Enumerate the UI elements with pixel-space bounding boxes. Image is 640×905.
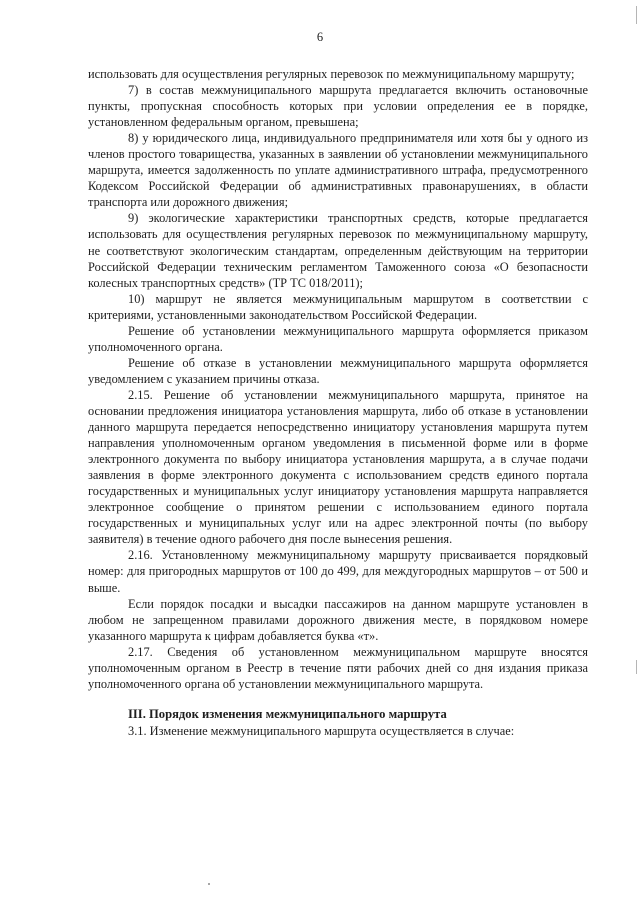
scan-dust-dot [208,883,210,885]
scan-edge-mark [636,6,637,24]
document-body [88,66,588,739]
section-first-line: 3.1. Изменение межмуниципального маршрута осуществляется в случае: [128,723,515,738]
paragraph: 10) маршрут не является межмуниципальным маршрутом в соответствии с критериями, установленными законодательством Российской Федерации. [88,291,588,322]
page-number: 6 [316,30,324,44]
paragraph: 2.16. Установленному межмуниципальному маршруту присваивается порядковый номер: для пригородных маршрутов от 100 до 499, для междугородных маршрутов – от 500 и выше. [88,548,588,595]
paragraph: 7) в состав межмуниципального маршрута предлагается включить остановочные пункты, пропускная способность которых при условии определения ее в порядке, установленном федеральным органом, превышена; [88,83,588,130]
paragraph: Если порядок посадки и высадки пассажиров на данном маршруте установлен в любом не запрещенном правилами дорожного движения месте, в порядковом номере указанного маршрута к цифрам добавляется буква «т». [88,596,588,643]
paragraph: 2.17. Сведения об установленном межмуниципальном маршруте вносятся уполномоченным органом в Реестр в течение пяти рабочих дней со дня издания приказа уполномоченного органа об установлении межмуниципального маршрута. [88,644,588,691]
paragraph: Решение об установлении межмуниципального маршрута оформляется приказом уполномоченного органа. [88,323,588,354]
paragraph: 9) экологические характеристики транспортных средств, которые предлагается использовать для осуществления регулярных перевозок по межмуниципальному маршруту, не соответствуют экологическим стандартам, определенным действующим на территории Российской Федерации техническим регламентом Таможенного союза «О безопасности колесных транспортных средств» (ТР ТС 018/2011); [88,211,588,290]
paragraph: 2.15. Решение об установлении межмуниципального маршрута, принятое на основании предложения инициатора установления маршрута, либо об отказе в установлении данного маршрута передается непосредственно инициатору установления маршрута путем направления уполномоченным органом уведомления в письменной форме или в форме электронного документа по выбору инициатора установления маршрута, а в случае подачи заявления в форме электронного документа с использованием средств единого портала государственных и муниципальных услуг инициатору установления маршрута направляется электронное сообщение о принятом решении с использованием единого портала государственных и муниципальных услуг или на адрес электронной почты (по выбору заявителя) в течение одного рабочего дня после вынесения решения. [88,387,588,547]
paragraph: Решение об отказе в установлении межмуниципального маршрута оформляется уведомлением с указанием причины отказа. [88,355,588,386]
paragraph: использовать для осуществления регулярных перевозок по межмуниципальному маршруту; [88,67,575,81]
scan-edge-mark [636,660,637,674]
paragraph: 8) у юридического лица, индивидуального предпринимателя или хотя бы у одного из членов простого товарищества, указанных в заявлении об установлении межмуниципального маршрута, имеется задолженность по уплате административного штрафа, предусмотренного Кодексом Российской Федерации об административных правонарушениях, в области транспорта или дорожного движения; [88,131,588,210]
section-heading: III. Порядок изменения межмуниципального маршрута [128,706,447,721]
